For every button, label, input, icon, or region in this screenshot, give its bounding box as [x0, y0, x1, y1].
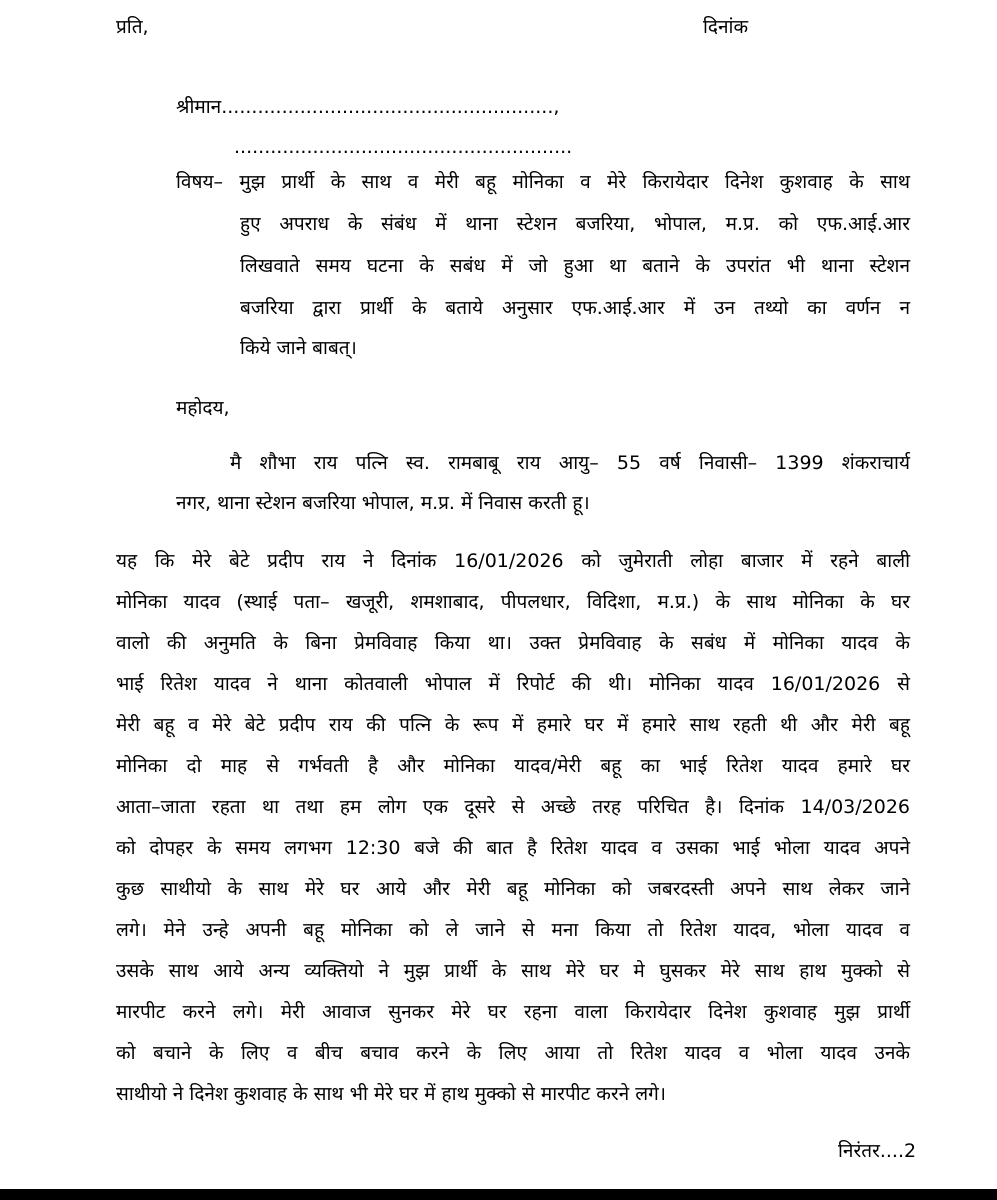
subject-line: लिखवाते समय घटना के सबंध में जो हुआ था बताने के उपरांत भी थाना स्टेशन: [240, 255, 910, 277]
body-line: वालो की अनुमति के बिना प्रेमविवाह किया था। उक्त प्रेमविवाह के सबंध में मोनिका यादव के: [116, 632, 910, 654]
date-label: दिनांक: [703, 16, 749, 38]
subject-line: बजरिया द्वारा प्रार्थी के बताये अनुसार एफ.आई.आर में उन तथ्यो का वर्णन न: [240, 297, 910, 319]
body-line: को बचाने के लिए व बीच बचाव करने के लिए आया तो रितेश यादव व भोला यादव उनके: [116, 1042, 910, 1064]
continued-marker: निरंतर....2: [838, 1140, 917, 1162]
body-line: को दोपहर के समय लगभग 12:30 बजे की बात है रितेश यादव व उसका भाई भोला यादव अपने: [116, 837, 910, 859]
body-line: मारपीट करने लगे। मेरी आवाज सुनकर मेरे घर रहना वाला किरायेदार दिनेश कुशवाह मुझ प्रार्थी: [116, 1001, 910, 1023]
subject-line: विषय– मुझ प्रार्थी के साथ व मेरी बहू मोनिका व मेरे किरायेदार दिनेश कुशवाह के साथ: [176, 171, 910, 193]
body-line: मोनिका दो माह से गर्भवती है और मोनिका यादव/मेरी बहू का भाई रितेश यादव हमारे घर: [116, 755, 910, 777]
body-line: उसके साथ आये अन्य व्यक्तियो ने मुझ प्रार्थी के साथ मेरे घर मे घुसकर मेरे साथ हाथ मुक्को से: [116, 960, 910, 982]
bottom-border: [0, 1189, 997, 1200]
subject-line: किये जाने बाबत्।: [240, 337, 357, 359]
recipient-label: प्रति,: [116, 16, 149, 38]
body-line: मोनिका यादव (स्थाई पता– खजूरी, शमशाबाद, पीपलधार, विदिशा, म.प्र.) के साथ मोनिका के घर: [116, 591, 910, 613]
body-line: मेरी बहू व मेरे बेटे प्रदीप राय की पत्नि के रूप में हमारे घर में हमारे साथ रहती थी और मेरी बहू: [116, 714, 910, 736]
intro-line: मै शौभा राय पत्नि स्व. रामबाबू राय आयु– 55 वर्ष निवासी– 1399 शंकराचार्य: [230, 452, 910, 474]
greeting: महोदय,: [176, 397, 230, 419]
address-salutation: श्रीमान.......................................................,: [176, 96, 560, 118]
intro-line: नगर, थाना स्टेशन बजरिया भोपाल, म.प्र. में निवास करती हू।: [176, 492, 590, 514]
body-line: आता–जाता रहता था तथा हम लोग एक दूसरे से अच्छे तरह परिचित है। दिनांक 14/03/2026: [116, 796, 910, 818]
subject-line: हुए अपराध के संबंध में थाना स्टेशन बजरिया, भोपाल, म.प्र. को एफ.आई.आर: [240, 213, 910, 235]
body-line: साथीयो ने दिनेश कुशवाह के साथ भी मेरे घर में हाथ मुक्को से मारपीट करने लगे।: [116, 1083, 666, 1105]
body-line: भाई रितेश यादव ने थाना कोतवाली भोपाल में रिपोर्ट की थी। मोनिका यादव 16/01/2026 से: [116, 673, 910, 695]
body-line: यह कि मेरे बेटे प्रदीप राय ने दिनांक 16/01/2026 को जुमेराती लोहा बाजार में रहने बाली: [116, 550, 910, 572]
body-line: लगे। मेने उन्हे अपनी बहू मोनिका को ले जाने से मना किया तो रितेश यादव, भोला यादव व: [116, 919, 910, 941]
body-line: कुछ साथीयो के साथ मेरे घर आये और मेरी बहू मोनिका को जबरदस्ती अपने साथ लेकर जाने: [116, 878, 910, 900]
address-line: ........................................................: [234, 136, 573, 158]
